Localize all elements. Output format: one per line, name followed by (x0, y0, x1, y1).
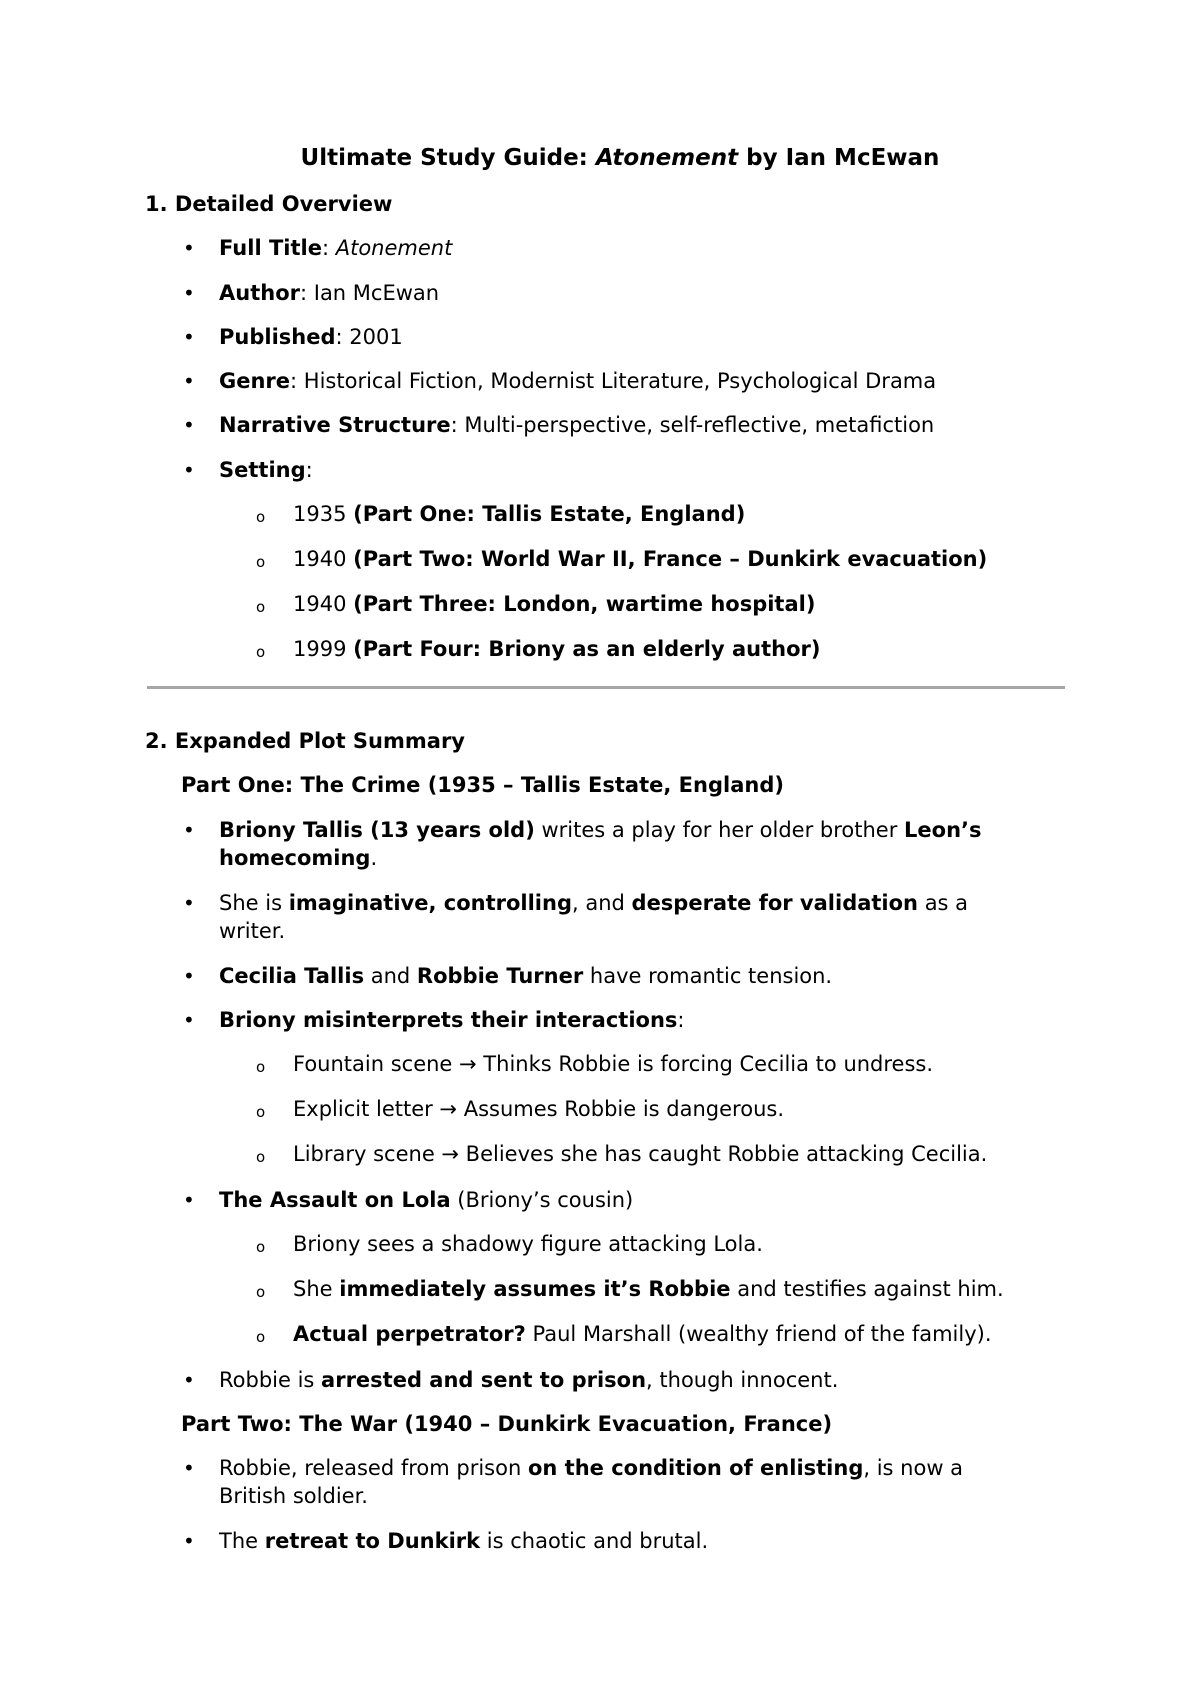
sub-bullet-icon: o (256, 1058, 266, 1076)
sub-bullet-icon: o (256, 598, 266, 616)
section-heading-plot: 2. Expanded Plot Summary (145, 729, 465, 753)
assault-item: She immediately assumes it’s Robbie and testifies against him. (293, 1277, 1004, 1301)
bullet-icon: • (183, 413, 195, 437)
bullet-icon: • (183, 281, 195, 305)
sub-bullet-icon: o (256, 1148, 266, 1166)
list-item-narrative-structure: Narrative Structure: Multi-perspective, self-reflective, metafiction (219, 413, 935, 437)
bullet-icon: • (183, 891, 195, 915)
document-title (0, 144, 1200, 172)
plot-item-briony-play: Briony Tallis (13 years old) writes a play for her older brother Leon’s (219, 818, 982, 842)
horizontal-divider (147, 686, 1065, 689)
plot-item-romantic-tension: Cecilia Tallis and Robbie Turner have romantic tension. (219, 964, 833, 988)
plot-item-briony-play-cont: homecoming. (219, 846, 378, 870)
title-suffix: by Ian McEwan (738, 145, 940, 171)
bullet-icon: • (183, 818, 195, 842)
setting-item: 1935 (Part One: Tallis Estate, England) (293, 502, 746, 526)
bullet-icon: • (183, 1188, 195, 1212)
sub-bullet-icon: o (256, 1103, 266, 1121)
title-prefix: Ultimate Study Guide: (300, 145, 596, 171)
sub-bullet-icon: o (256, 553, 266, 571)
bullet-icon: • (183, 325, 195, 349)
plot-item-briony-traits: She is imaginative, controlling, and desperate for validation as a (219, 891, 969, 915)
misinterpretation-item: Library scene → Believes she has caught Robbie attacking Cecilia. (293, 1142, 988, 1166)
list-item-setting: Setting: (219, 458, 313, 482)
list-item-published: Published: 2001 (219, 325, 403, 349)
bullet-icon: • (183, 1008, 195, 1032)
list-item-author: Author: Ian McEwan (219, 281, 440, 305)
plot-item-briony-traits-cont: writer. (219, 919, 286, 943)
bullet-icon: • (183, 1368, 195, 1392)
sub-bullet-icon: o (256, 508, 266, 526)
list-item-genre: Genre: Historical Fiction, Modernist Literature, Psychological Drama (219, 369, 937, 393)
misinterpretation-item: Explicit letter → Assumes Robbie is dangerous. (293, 1097, 784, 1121)
plot-item-robbie-enlisted-cont: British soldier. (219, 1484, 368, 1508)
plot-item-robbie-enlisted: Robbie, released from prison on the condition of enlisting, is now a (219, 1456, 964, 1480)
bullet-icon: • (183, 964, 195, 988)
bullet-icon: • (183, 1529, 195, 1553)
bullet-icon: • (183, 236, 195, 260)
misinterpretation-item: Fountain scene → Thinks Robbie is forcing Cecilia to undress. (293, 1052, 934, 1076)
list-item-full-title: Full Title: Atonement (219, 236, 453, 260)
setting-item: 1940 (Part Three: London, wartime hospital) (293, 592, 816, 616)
sub-bullet-icon: o (256, 1283, 266, 1301)
title-book: Atonement (595, 145, 739, 171)
plot-item-assault-on-lola: The Assault on Lola (Briony’s cousin) (219, 1188, 634, 1212)
part-two-heading: Part Two: The War (1940 – Dunkirk Evacuation, France) (181, 1412, 833, 1436)
bullet-icon: • (183, 458, 195, 482)
sub-bullet-icon: o (256, 1238, 266, 1256)
bullet-icon: • (183, 369, 195, 393)
setting-item: 1999 (Part Four: Briony as an elderly author) (293, 637, 821, 661)
assault-item: Actual perpetrator? Paul Marshall (wealthy friend of the family). (293, 1322, 992, 1346)
assault-item: Briony sees a shadowy figure attacking Lola. (293, 1232, 763, 1256)
plot-item-retreat-dunkirk: The retreat to Dunkirk is chaotic and brutal. (219, 1529, 709, 1553)
plot-item-misinterprets: Briony misinterprets their interactions: (219, 1008, 685, 1032)
bullet-icon: • (183, 1456, 195, 1480)
part-one-heading: Part One: The Crime (1935 – Tallis Estate, England) (181, 773, 784, 797)
section-heading-overview: 1. Detailed Overview (145, 192, 393, 216)
plot-item-robbie-arrested: Robbie is arrested and sent to prison, though innocent. (219, 1368, 839, 1392)
sub-bullet-icon: o (256, 1328, 266, 1346)
sub-bullet-icon: o (256, 643, 266, 661)
setting-item: 1940 (Part Two: World War II, France – Dunkirk evacuation) (293, 547, 988, 571)
